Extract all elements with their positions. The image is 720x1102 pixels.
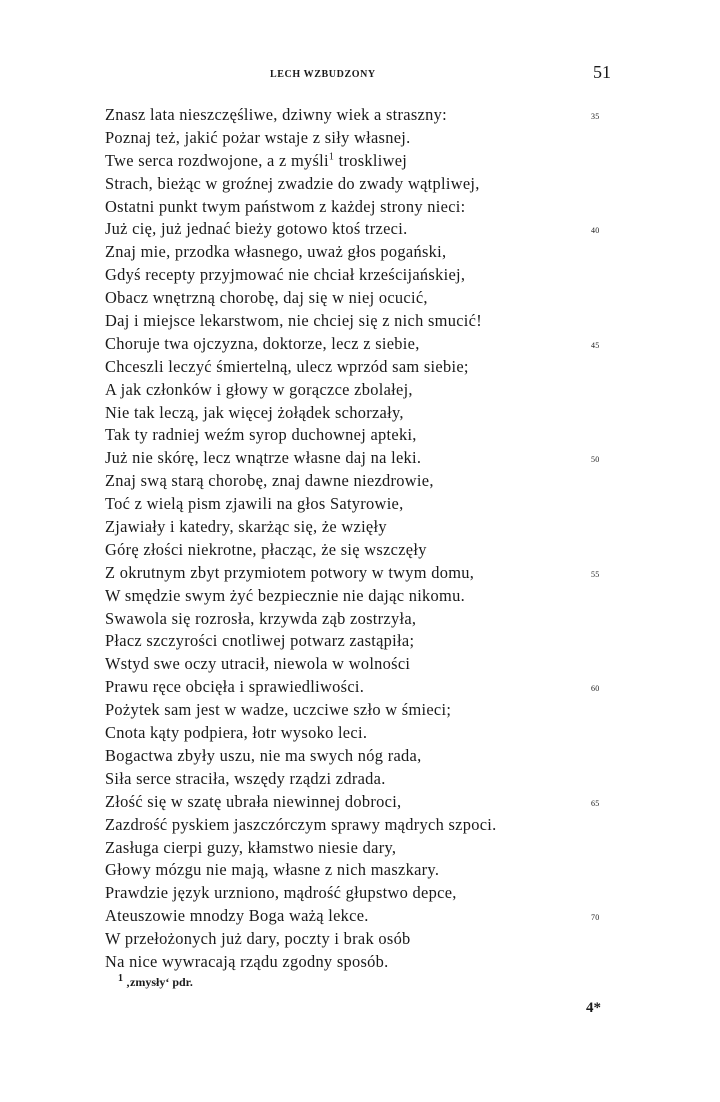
poem-line <box>105 287 665 310</box>
poem-line-text <box>105 837 396 860</box>
poem-line-text <box>105 356 469 379</box>
poem-line-main: Daj i miejsce lekarstwom, nie chciej się z nich smucić! <box>105 311 482 331</box>
footnote-marker: 1 <box>118 973 123 984</box>
poem-line-text <box>105 585 465 608</box>
poem-line <box>105 859 665 882</box>
poem-line <box>105 218 665 241</box>
poem-line-main: Tak ty radniej weźm syrop duchownej apteki, <box>105 425 417 445</box>
poem-line-main: Znaj swą starą chorobę, znaj dawne niezdrowie, <box>105 471 434 491</box>
poem-line-main: Twe serca rozdwojone, a z myśli <box>105 150 329 170</box>
poem-line <box>105 562 665 585</box>
poem-line <box>105 379 665 402</box>
poem-line-text <box>105 447 421 470</box>
page-header <box>0 62 720 86</box>
poem-line <box>105 722 665 745</box>
poem-line-main: Cnota kąty podpiera, łotr wysoko leci. <box>105 723 368 743</box>
poem-line-text <box>105 516 387 539</box>
poem-line-main: Głowy mózgu nie mają, własne z nich maszkary. <box>105 860 440 880</box>
poem-line-main: W przełożonych już dary, poczty i brak osób <box>105 929 411 949</box>
poem-line-text <box>105 653 410 676</box>
poem-line-main: Toć z wielą pism zjawili na głos Satyrowie, <box>105 494 404 514</box>
poem-line <box>105 402 665 425</box>
poem-line-main: Górę złości niekrotne, płacząc, że się wszczęły <box>105 539 427 559</box>
poem-line <box>105 150 665 173</box>
poem-line-main: W smędzie swym żyć bezpiecznie nie dając nikomu. <box>105 585 465 605</box>
poem-line-main: Z okrutnym zbyt przymiotem potwory w twym domu, <box>105 562 475 582</box>
poem-line-text <box>105 379 413 402</box>
poem-line-text <box>105 173 480 196</box>
poem-line <box>105 791 665 814</box>
poem-line-text <box>105 676 364 699</box>
poem-line <box>105 516 665 539</box>
poem-line-main: Strach, bieżąc w groźnej zwadzie do zwady wątpliwej, <box>105 173 480 193</box>
footnote-text: ‚zmysły‘ pdr. <box>123 975 193 989</box>
poem-line-text <box>105 310 482 333</box>
poem-line <box>105 539 665 562</box>
poem-line <box>105 173 665 196</box>
poem-line-text <box>105 104 447 127</box>
footnote <box>118 975 193 990</box>
poem-line <box>105 470 665 493</box>
poem-line-text <box>105 493 404 516</box>
poem-line-main: Obacz wnętrzną chorobę, daj się w niej ocucić, <box>105 288 428 308</box>
poem-line-main: Swawola się rozrosła, krzywda ząb zostrzyła, <box>105 608 417 628</box>
poem-line <box>105 882 665 905</box>
line-number: 40 <box>591 226 600 236</box>
poem-line-text <box>105 951 389 974</box>
line-number: 45 <box>591 340 600 350</box>
poem-line-text <box>105 745 422 768</box>
poem-line-text <box>105 882 457 905</box>
poem-line <box>105 768 665 791</box>
poem-line-text <box>105 722 367 745</box>
poem-line <box>105 837 665 860</box>
poem-line-text <box>105 333 420 356</box>
poem-line-main: Poznaj też, jakić pożar wstaje z siły własnej. <box>105 127 411 147</box>
poem-line <box>105 745 665 768</box>
poem-line-main: Chceszli leczyć śmiertelną, ulecz wprzód sam siebie; <box>105 356 469 376</box>
footnote-reference: 1 <box>328 151 335 163</box>
poem-line <box>105 699 665 722</box>
poem-line-text <box>105 539 427 562</box>
page-number: 51 <box>593 62 611 82</box>
poem-line-text <box>105 150 407 173</box>
poem-line-main: Znaj mie, przodka własnego, uważ głos pogański, <box>105 242 447 262</box>
poem-line-text <box>105 287 428 310</box>
poem-line-text <box>105 905 369 928</box>
poem-line <box>105 127 665 150</box>
poem-line-text <box>105 218 408 241</box>
line-number: 55 <box>591 569 600 579</box>
poem-line <box>105 264 665 287</box>
poem-line-main: Wstyd swe oczy utracił, niewola w wolności <box>105 654 411 674</box>
poem-line <box>105 951 665 974</box>
poem-line <box>105 104 665 127</box>
poem-line <box>105 424 665 447</box>
poem-line <box>105 356 665 379</box>
poem-line <box>105 653 665 676</box>
poem-line-main: Zazdrość pyskiem jaszczórczym sprawy mądrych szpoci. <box>105 814 497 834</box>
poem-line-text <box>105 127 411 150</box>
poem-line-text <box>105 264 465 287</box>
line-number: 50 <box>591 455 600 465</box>
poem-line-main: Prawdzie język urzniono, mądrość głupstwo depce, <box>105 883 457 903</box>
running-title: LECH WZBUDZONY <box>270 69 376 80</box>
poem-line <box>105 608 665 631</box>
poem-line-main: Płacz szczyrości cnotliwej potwarz zastąpiła; <box>105 631 415 651</box>
poem-line <box>105 814 665 837</box>
poem-line-main: A jak członków i głowy w gorączce zbolałej, <box>105 379 413 399</box>
poem-line-text <box>105 791 401 814</box>
poem-line-text <box>105 402 404 425</box>
poem-line-main: Już nie skórę, lecz wnątrze własne daj na leki. <box>105 448 422 468</box>
poem-line <box>105 928 665 951</box>
line-number: 60 <box>591 684 600 694</box>
poem-line-text <box>105 196 466 219</box>
poem-line-main: Złość się w szatę ubrała niewinnej dobroci, <box>105 791 402 811</box>
line-number: 70 <box>591 913 600 923</box>
poem-line-text <box>105 928 411 951</box>
poem-line-text <box>105 814 497 837</box>
poem-line-text <box>105 859 439 882</box>
poem-line <box>105 676 665 699</box>
poem-line <box>105 585 665 608</box>
poem-line-text <box>105 630 414 653</box>
poem-line <box>105 310 665 333</box>
poem-line-text <box>105 424 417 447</box>
poem-line-text <box>105 470 434 493</box>
poem-line <box>105 630 665 653</box>
poem-line-main: Choruje twa ojczyzna, doktorze, lecz z siebie, <box>105 333 420 353</box>
poem-line-main: Na nice wywracają rządu zgodny sposób. <box>105 951 389 971</box>
poem-line-main: Znasz lata nieszczęśliwe, dziwny wiek a straszny: <box>105 105 447 124</box>
line-number: 65 <box>591 798 600 808</box>
poem-line-main: Zasługa cierpi guzy, kłamstwo niesie dary, <box>105 837 397 857</box>
poem-line-main: Bogactwa zbyły uszu, nie ma swych nóg rada, <box>105 745 422 765</box>
poem-line-main: Już cię, już jednać bieży gotowo ktoś trzeci. <box>105 219 408 239</box>
poem-line-main: Zjawiały i katedry, skarżąc się, że wzięły <box>105 517 387 537</box>
poem-line-text <box>105 562 474 585</box>
poem-line-main: Pożytek sam jest w wadze, uczciwe szło w śmieci; <box>105 700 452 720</box>
poem-line-main: Ostatni punkt twym państwom z każdej strony nieci: <box>105 196 466 216</box>
line-number: 35 <box>591 112 600 121</box>
poem-line-main: Nie tak leczą, jak więcej żołądek schorzały, <box>105 402 404 422</box>
poem-line-text <box>105 241 446 264</box>
poem-line <box>105 493 665 516</box>
poem-line-text <box>105 768 386 791</box>
poem-line <box>105 241 665 264</box>
poem-line-main: Siła serce straciła, wszędy rządzi zdrada. <box>105 768 386 788</box>
poem-line <box>105 333 665 356</box>
poem-line-main: Ateuszowie mnodzy Boga ważą lekce. <box>105 906 369 926</box>
poem-line-continuation: troskliwej <box>334 150 408 170</box>
poem-line-main: Prawu ręce obcięła i sprawiedliwości. <box>105 677 365 697</box>
poem-line <box>105 905 665 928</box>
poem-line <box>105 447 665 470</box>
printer-signature: 4* <box>586 1000 601 1016</box>
poem-line-text <box>105 608 416 631</box>
poem-text <box>105 104 665 974</box>
poem-line-main: Gdyś recepty przyjmować nie chciał krześcijańskiej, <box>105 265 466 285</box>
poem-line-text <box>105 699 451 722</box>
poem-line <box>105 196 665 219</box>
